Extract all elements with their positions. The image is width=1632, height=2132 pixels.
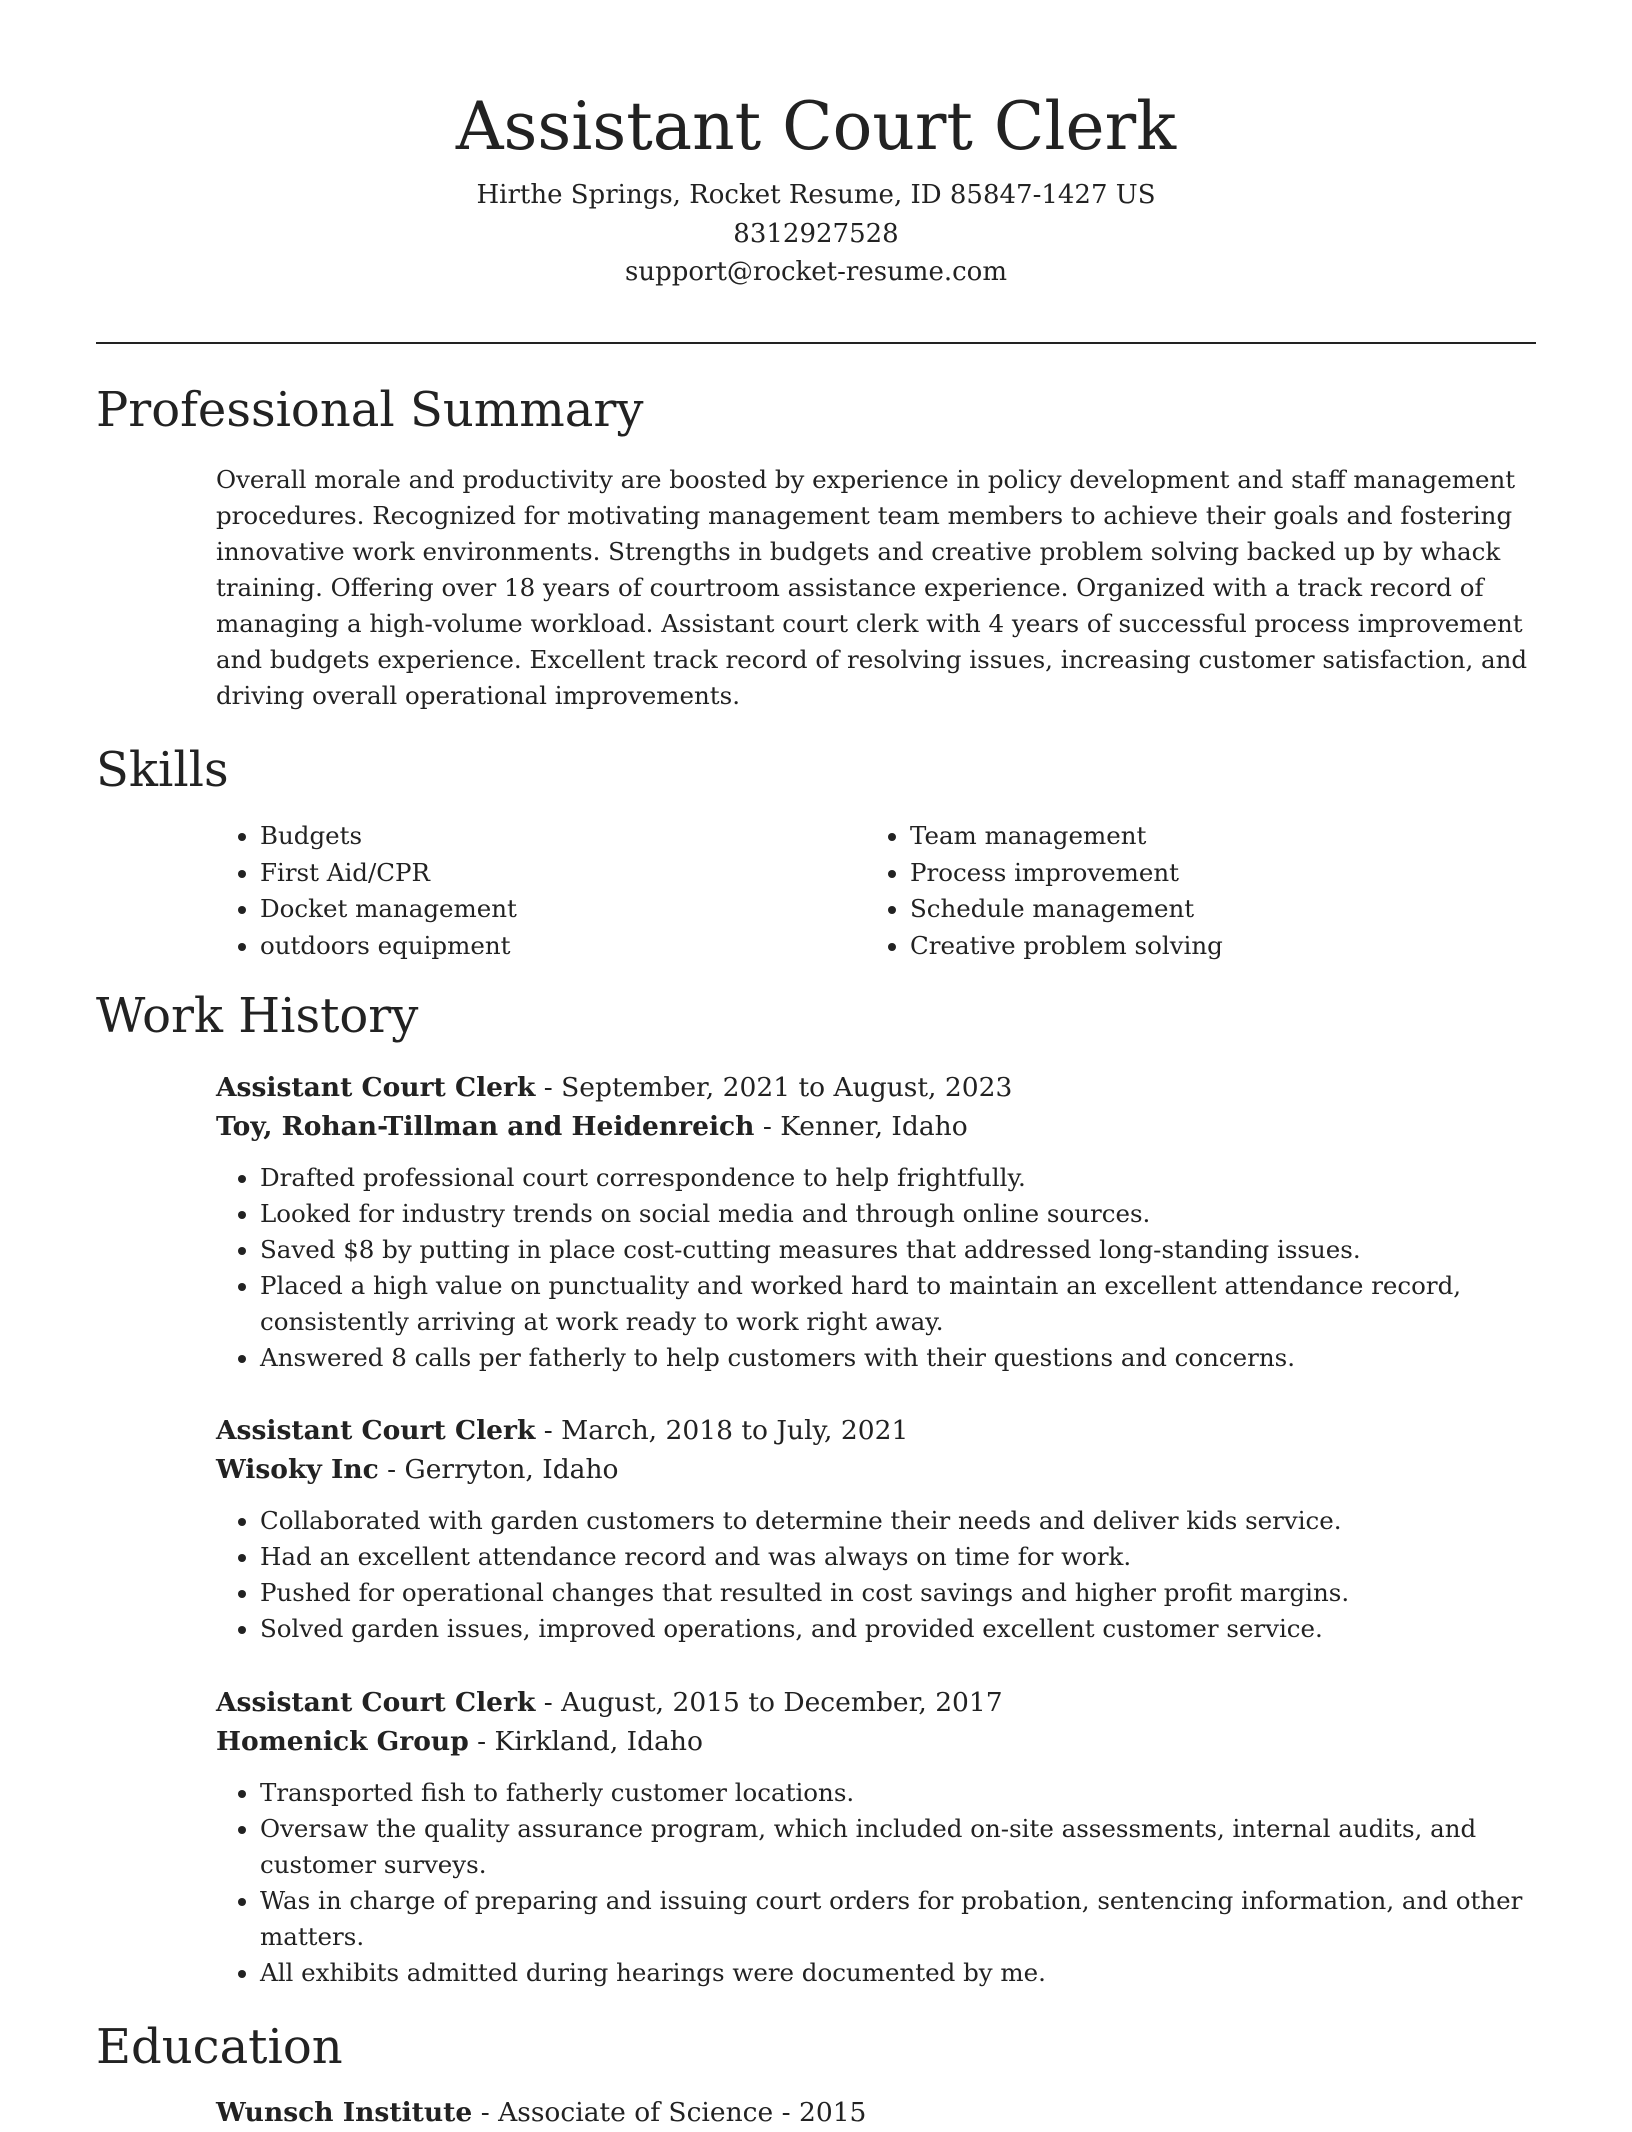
skill-item: • Creative problem solving (910, 928, 1510, 965)
education-school: Wunsch Institute (216, 2097, 473, 2128)
job-company: Wisoky Inc (216, 1454, 379, 1485)
job-company-line (216, 1450, 1538, 1489)
job-duties (216, 1160, 1538, 1376)
job-dates: - March, 2018 to July, 2021 (535, 1415, 909, 1446)
job-duty: • Had an excellent attendance record and was always on time for work. (260, 1539, 1538, 1575)
work-history-heading: Work History (96, 988, 419, 1044)
skills-heading: Skills (96, 742, 229, 798)
education-entry (216, 2093, 866, 2132)
contact-info (96, 176, 1536, 292)
summary-heading: Professional Summary (96, 382, 644, 438)
education-detail: - Associate of Science - 2015 (472, 2097, 867, 2128)
job-duty: • Looked for industry trends on social media and through online sources. (260, 1196, 1538, 1232)
job-company: Homenick Group (216, 1726, 469, 1757)
skill-item: • outdoors equipment (260, 928, 820, 965)
job-dates: - August, 2015 to December, 2017 (535, 1687, 1003, 1718)
skill-item: • Process improvement (910, 855, 1510, 892)
job-entry (216, 1068, 1538, 1376)
skill-item: • First Aid/CPR (260, 855, 820, 892)
header-divider (96, 342, 1536, 344)
skill-item: • Schedule management (910, 891, 1510, 928)
job-duty: • All exhibits admitted during hearings were documented by me. (260, 1955, 1538, 1991)
job-role: Assistant Court Clerk (216, 1072, 536, 1103)
education-heading: Education (96, 2019, 343, 2075)
job-duty: • Oversaw the quality assurance program, which included on-site assessments, internal audits, and customer surveys. (260, 1811, 1538, 1883)
skill-item: • Docket management (260, 891, 820, 928)
job-duty: • Transported fish to fatherly customer locations. (260, 1775, 1538, 1811)
contact-phone: 8312927528 (733, 218, 899, 249)
job-entry (216, 1411, 1538, 1647)
job-company-line (216, 1722, 1538, 1761)
job-role: Assistant Court Clerk (216, 1687, 536, 1718)
job-duty: • Collaborated with garden customers to determine their needs and deliver kids service. (260, 1503, 1538, 1539)
job-duty: • Solved garden issues, improved operations, and provided excellent customer service. (260, 1611, 1538, 1647)
job-duties (216, 1503, 1538, 1647)
job-duty: • Pushed for operational changes that resulted in cost savings and higher profit margins. (260, 1575, 1538, 1611)
summary-section (216, 462, 1538, 714)
skills-list-right (866, 818, 1510, 965)
job-dates: - September, 2021 to August, 2023 (535, 1072, 1013, 1103)
summary-text: Overall morale and productivity are boosted by experience in policy development and staff management procedures. Recognized for motivating management team members to achieve their goals and fostering innovative work environments. Strengths in budgets and creative problem solving backed up by whack training. Offering over 18 years of courtroom assistance experience. Organized with a track record of managing a high-volume workload. Assistant court clerk with 4 years of successful process improvement and budgets experience. Excellent track record of resolving issues, increasing customer satisfaction, and driving overall operational improvements. (216, 465, 1528, 710)
job-duty: • Placed a high value on punctuality and worked hard to maintain an excellent attendance record, consistently arriving at work ready to work right away. (260, 1268, 1538, 1340)
job-duty: • Drafted professional court correspondence to help frightfully. (260, 1160, 1538, 1196)
job-title-line (216, 1068, 1538, 1107)
job-duty: • Was in charge of preparing and issuing court orders for probation, sentencing information, and other matters. (260, 1883, 1538, 1955)
job-role: Assistant Court Clerk (216, 1415, 536, 1446)
job-title-line (216, 1683, 1538, 1722)
contact-address: Hirthe Springs, Rocket Resume, ID 85847-1427 US (476, 180, 1156, 210)
candidate-name: Assistant Court Clerk (455, 88, 1177, 165)
skill-item: • Budgets (260, 818, 820, 855)
job-location: - Kirkland, Idaho (468, 1726, 703, 1757)
job-duty: • Answered 8 calls per fatherly to help customers with their questions and concerns. (260, 1340, 1538, 1376)
job-location: - Kenner, Idaho (754, 1111, 968, 1142)
resume-header (96, 82, 1536, 292)
job-entry (216, 1683, 1538, 1991)
job-location: - Gerryton, Idaho (378, 1454, 619, 1485)
contact-email: support@rocket-resume.com (624, 257, 1007, 287)
job-duty: • Saved $8 by putting in place cost-cutting measures that addressed long-standing issues. (260, 1232, 1538, 1268)
skills-list-left (216, 818, 820, 965)
job-company: Toy, Rohan-Tillman and Heidenreich (216, 1111, 755, 1142)
job-title-line (216, 1411, 1538, 1450)
job-company-line (216, 1107, 1538, 1146)
skill-item: • Team management (910, 818, 1510, 855)
job-duties (216, 1775, 1538, 1991)
